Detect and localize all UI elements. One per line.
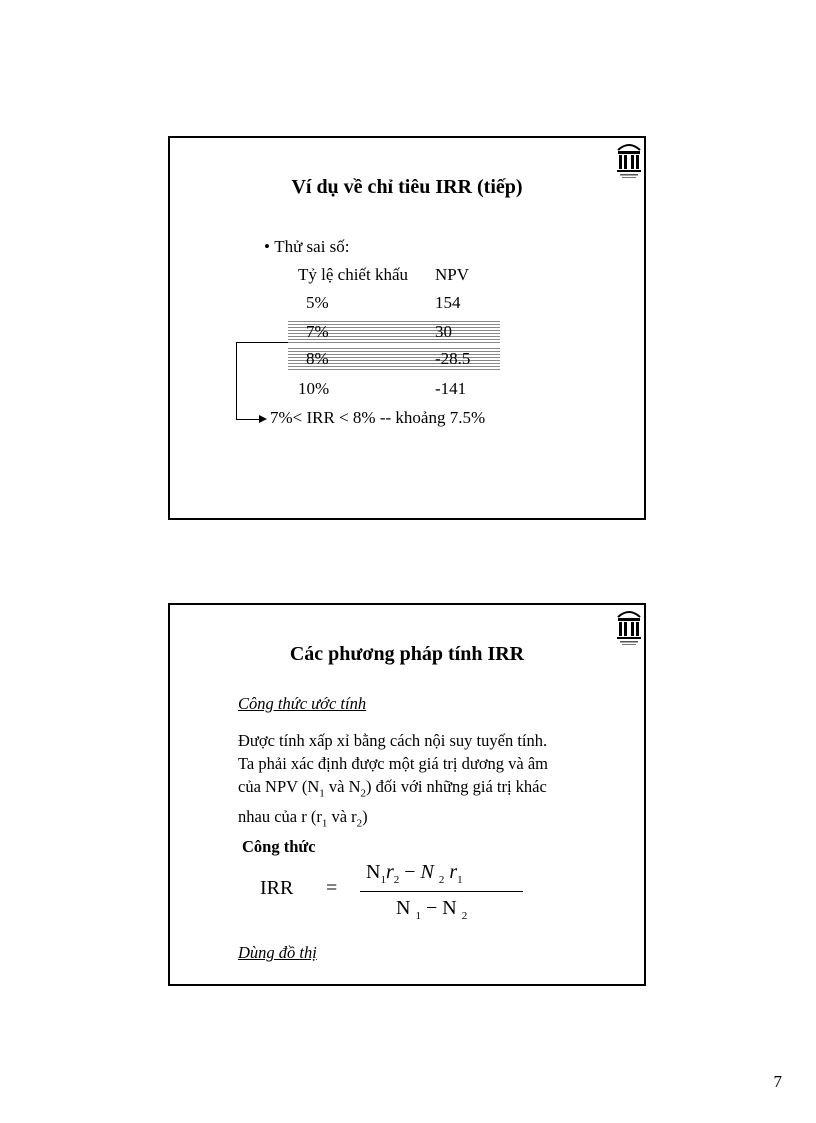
bullet-marker: •	[264, 237, 275, 256]
arrow-right-icon	[259, 415, 267, 423]
formula-denominator: N $_1$ − N $_2$	[396, 897, 468, 922]
institution-logo-icon	[616, 140, 642, 180]
table-cell-rate: 7%	[306, 322, 329, 341]
paragraph-line: Được tính xấp xỉ bằng cách nội suy tuyến tính.	[238, 731, 548, 750]
slide-title: Các phương pháp tính IRR	[289, 643, 525, 665]
bracket-vertical-line	[236, 342, 237, 419]
slide-irr-example	[168, 136, 646, 520]
explanation-paragraph	[238, 729, 628, 836]
irr-conclusion: 7%< IRR < 8% -- khoảng 7.5%	[270, 408, 486, 427]
formula-equals: =	[326, 877, 338, 899]
table-header-rate: Tỷ lệ chiết khấu	[298, 265, 408, 284]
table-cell-npv: -141	[435, 379, 467, 398]
slide-title: Ví dụ về chỉ tiêu IRR (tiếp)	[291, 176, 523, 198]
paragraph-line: nhau của r ($r_1$ và $r_2$)	[238, 807, 368, 830]
section-heading-estimate: Công thức ước tính	[238, 694, 367, 713]
page-number: 7	[773, 1072, 782, 1091]
section-heading-graph: Dùng đồ thị	[238, 943, 317, 962]
paragraph-line: Ta phải xác định được một giá trị dương và âm	[238, 754, 549, 773]
slide-irr-methods	[168, 603, 646, 986]
paragraph-line: của NPV ($N_1$ và $N_2$) đối với những giá trị khác	[238, 777, 547, 800]
fraction-bar	[360, 891, 523, 892]
formula-lhs: IRR	[260, 877, 294, 899]
bracket-bottom-line	[236, 419, 260, 420]
table-header-npv: NPV	[435, 265, 470, 284]
table-cell-rate: 5%	[306, 293, 329, 312]
bullet-text: Thử sai số:	[274, 237, 350, 256]
formula-numerator: $N_1r_2 - N$ $_2$ $r_1$	[366, 861, 463, 886]
table-cell-npv: -28.5	[435, 349, 471, 368]
table-cell-npv: 154	[435, 293, 461, 312]
table-cell-rate: 10%	[298, 379, 330, 398]
bracket-top-line	[236, 342, 288, 343]
table-cell-rate: 8%	[306, 349, 329, 368]
table-cell-npv: 30	[435, 322, 452, 341]
formula-label: Công thức	[242, 837, 316, 856]
bullet-item	[264, 237, 350, 257]
institution-logo-icon	[616, 607, 642, 647]
